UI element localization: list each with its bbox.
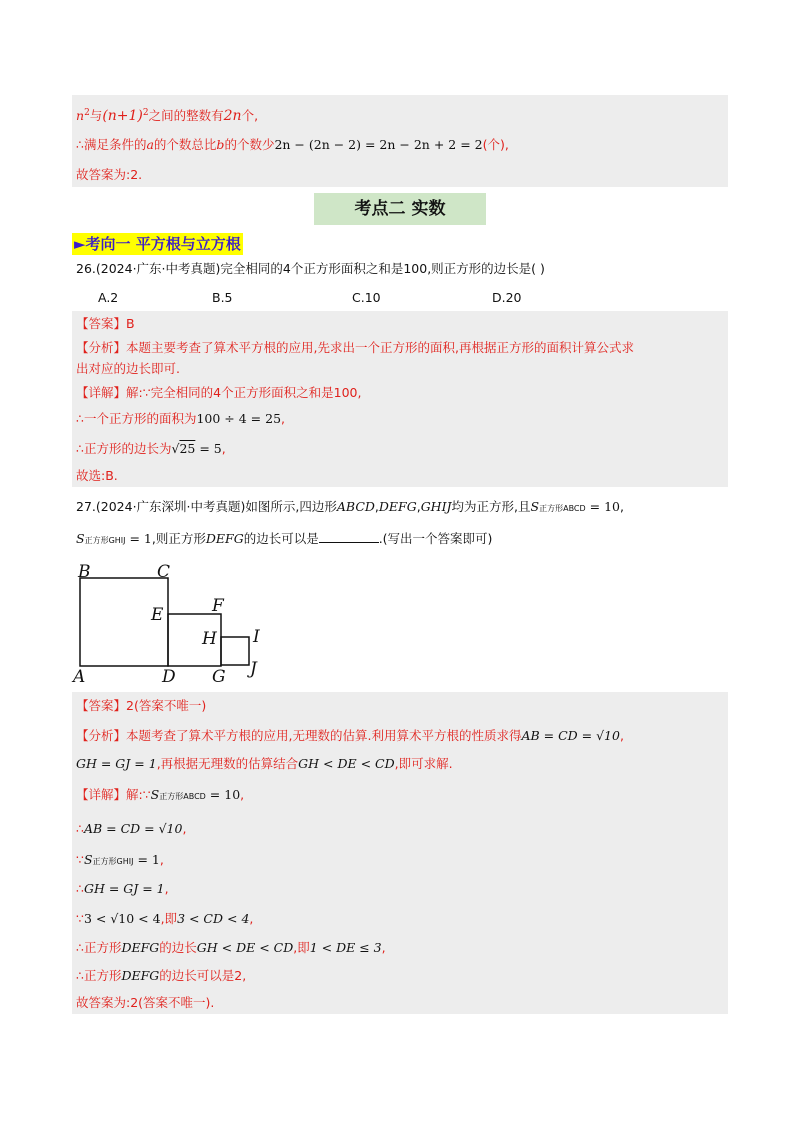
section-subtitle-kaoxiang: ►考向一 平方根与立方根: [74, 235, 241, 253]
label-i: I: [253, 627, 260, 647]
label-e: E: [151, 605, 164, 625]
q26-detail-2: ∴一个正方形的面积为100 ÷ 4 = 25,: [76, 411, 286, 426]
label-h: H: [202, 629, 217, 649]
label-c: C: [157, 562, 171, 582]
top-line-1: $n^2$与$(n+1)^2$之间的整数有2n个,: [76, 108, 259, 125]
q27-detail-1: 【详解】解:∵S正方形ABCD = 10,: [76, 787, 245, 802]
q27-analysis-2: GH = GJ = 1,再根据无理数的估算结合GH < DE < CD,即可求解.: [76, 756, 453, 771]
label-a: A: [73, 667, 86, 687]
label-j: J: [250, 659, 257, 679]
q27-stem-2: S正方形GHIJ = 1,则正方形DEFG的边长可以是 .(写出一个答案即可): [76, 531, 493, 546]
q26-option-c: C.10: [352, 290, 381, 305]
top-line-3: 故答案为:2.: [76, 167, 143, 182]
q26-option-b: B.5: [212, 290, 233, 305]
label-d: D: [162, 667, 176, 687]
q27-detail-3: ∵S正方形GHIJ = 1,: [76, 852, 164, 867]
q27-detail-5: ∵3 < √10 < 4,即3 < CD < 4,: [76, 911, 254, 926]
label-f: F: [212, 596, 224, 616]
q27-detail-2: ∴AB = CD = √10,: [76, 821, 187, 836]
q26-answer: 【答案】B: [76, 316, 135, 331]
q26-option-a: A.2: [98, 290, 119, 305]
q26-stem: 26.(2024·广东·中考真题)完全相同的4个正方形面积之和是100,则正方形的边长是( ): [76, 261, 545, 276]
label-g: G: [212, 667, 226, 687]
squares-figure: [70, 558, 270, 688]
q27-detail-8: 故答案为:2(答案不唯一).: [76, 995, 215, 1010]
q27-detail-7: ∴正方形DEFG的边长可以是2,: [76, 968, 247, 983]
q26-detail-1: 【详解】解:∵完全相同的4个正方形面积之和是100,: [76, 385, 362, 400]
q27-analysis-1: 【分析】本题考查了算术平方根的应用,无理数的估算.利用算术平方根的性质求得AB = CD = √10,: [76, 728, 624, 743]
top-line-2: ∴满足条件的a的个数总比b的个数少2n − (2n − 2) = 2n − 2n + 2 = 2(个),: [76, 137, 509, 152]
q26-detail-4: 故选:B.: [76, 468, 118, 483]
label-b: B: [78, 562, 91, 582]
square-ghij: [221, 637, 249, 665]
q27-detail-6: ∴正方形DEFG的边长GH < DE < CD,即1 < DE ≤ 3,: [76, 940, 386, 955]
section-title-kaodian: 考点二 实数: [314, 193, 486, 225]
q27-answer: 【答案】2(答案不唯一): [76, 698, 207, 713]
q27-stem-1: 27.(2024·广东深圳·中考真题)如图所示,四边形ABCD,DEFG,GHIJ均为正方形,且S正方形ABCD = 10,: [76, 499, 624, 514]
q27-detail-4: ∴GH = GJ = 1,: [76, 881, 169, 896]
q26-analysis-1: 【分析】本题主要考查了算术平方根的应用,先求出一个正方形的面积,再根据正方形的面积计算公式求: [76, 340, 634, 355]
q26-option-d: D.20: [492, 290, 522, 305]
answer-blank[interactable]: [319, 530, 379, 543]
q26-detail-3: ∴正方形的边长为√25 = 5,: [76, 441, 226, 456]
q26-analysis-2: 出对应的边长即可.: [76, 361, 180, 376]
